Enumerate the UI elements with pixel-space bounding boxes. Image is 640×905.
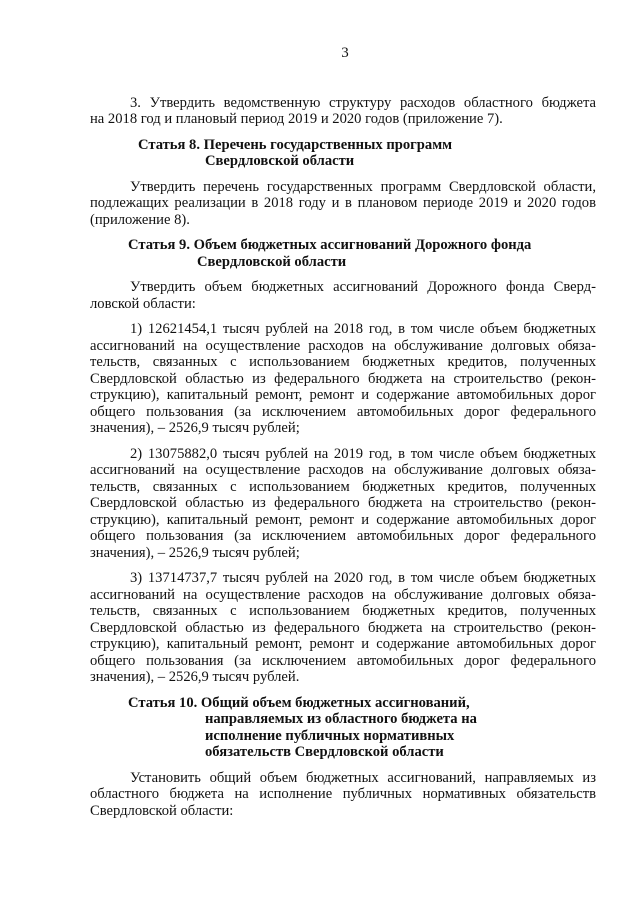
text-line: Свердловской областью из федерального бюджета на строительство (рекон- [90,370,596,387]
text-line: общего пользования (за исключением автомобильных дорог федерального [90,652,596,669]
text-line: общего пользования (за исключением автомобильных дорог федерального [90,528,596,544]
text-line: Утвердить объем бюджетных ассигнований Дорожного фонда Сверд- [130,279,596,295]
text-line: подлежащих реализации в 2018 году и в плановом периоде 2019 и 2020 годов [90,195,596,211]
heading-line: Свердловской области [197,253,347,270]
heading-line: исполнение публичных нормативных [205,727,455,744]
text-line: областного бюджета на исполнение публичных нормативных обязательств [90,786,596,802]
text-line: Свердловской областью из федерального бюджета на строительство (рекон- [90,619,596,636]
heading-line: Статья 8. Перечень государственных программ [138,136,453,153]
article-9-item1 [0,321,640,437]
text-line: 2) 13075882,0 тысяч рублей на 2019 год, в том числе объем бюджетных [130,445,596,462]
text-line: значения), – 2526,9 тысяч рублей; [90,420,300,436]
text-line: значения), – 2526,9 тысяч рублей. [90,669,300,685]
text-line: струкцию), капитальный ремонт, ремонт и содержание автомобильных дорог [90,511,596,528]
article-10-heading [0,695,640,761]
text-line: ассигнований на осуществление расходов на обслуживание долговых обяза- [90,337,596,354]
text-line: (приложение 8). [90,211,190,228]
heading-line: направляемых из областного бюджета на [205,711,477,727]
text-line: на 2018 год и плановый период 2019 и 2020 годов (приложение 7). [90,111,503,127]
article-10-text [0,770,640,820]
text-line: Установить общий объем бюджетных ассигнований, направляемых из [130,769,596,786]
text-line: 3) 13714737,7 тысяч рублей на 2020 год, в том числе объем бюджетных [130,570,596,586]
heading-line: Свердловской области [205,153,355,169]
article-9-heading [0,237,640,270]
text-line: значения), – 2526,9 тысяч рублей; [90,544,300,561]
paragraph-item3 [0,95,640,128]
page-number: 3 [341,45,349,61]
heading-line: Статья 10. Общий объем бюджетных ассигнований, [128,694,470,711]
text-line: Свердловской областью из федерального бюджета на строительство (рекон- [90,495,596,511]
article-9-item3 [0,570,640,686]
text-line: 3. Утвердить ведомственную структуру расходов областного бюджета [130,94,596,111]
text-line: струкцию), капитальный ремонт, ремонт и содержание автомобильных дорог [90,636,596,652]
text-line: общего пользования (за исключением автомобильных дорог федерального [90,403,596,420]
text-line: Утвердить перечень государственных программ Свердловской области, [130,178,596,195]
article-8-text [0,179,640,229]
heading-line: обязательств Свердловской области [205,744,444,760]
article-9-item2 [0,446,640,562]
text-line: тельств, связанных с использованием бюджетных кредитов, полученных [90,478,596,495]
text-line: 1) 12621454,1 тысяч рублей на 2018 год, в том числе объем бюджетных [130,321,596,337]
text-line: ассигнований на осуществление расходов на обслуживание долговых обяза- [90,462,596,478]
article-8-heading [0,137,640,170]
text-line: ловской области: [90,295,196,312]
text-line: Свердловской области: [90,802,234,819]
text-line: ассигнований на осуществление расходов на обслуживание долговых обяза- [90,586,596,603]
text-line: тельств, связанных с использованием бюджетных кредитов, полученных [90,354,596,370]
article-9-intro [0,279,640,312]
heading-line: Статья 9. Объем бюджетных ассигнований Дорожного фонда [128,237,532,253]
text-line: струкцию), капитальный ремонт, ремонт и содержание автомобильных дорог [90,387,596,403]
text-line: тельств, связанных с использованием бюджетных кредитов, полученных [90,603,596,619]
